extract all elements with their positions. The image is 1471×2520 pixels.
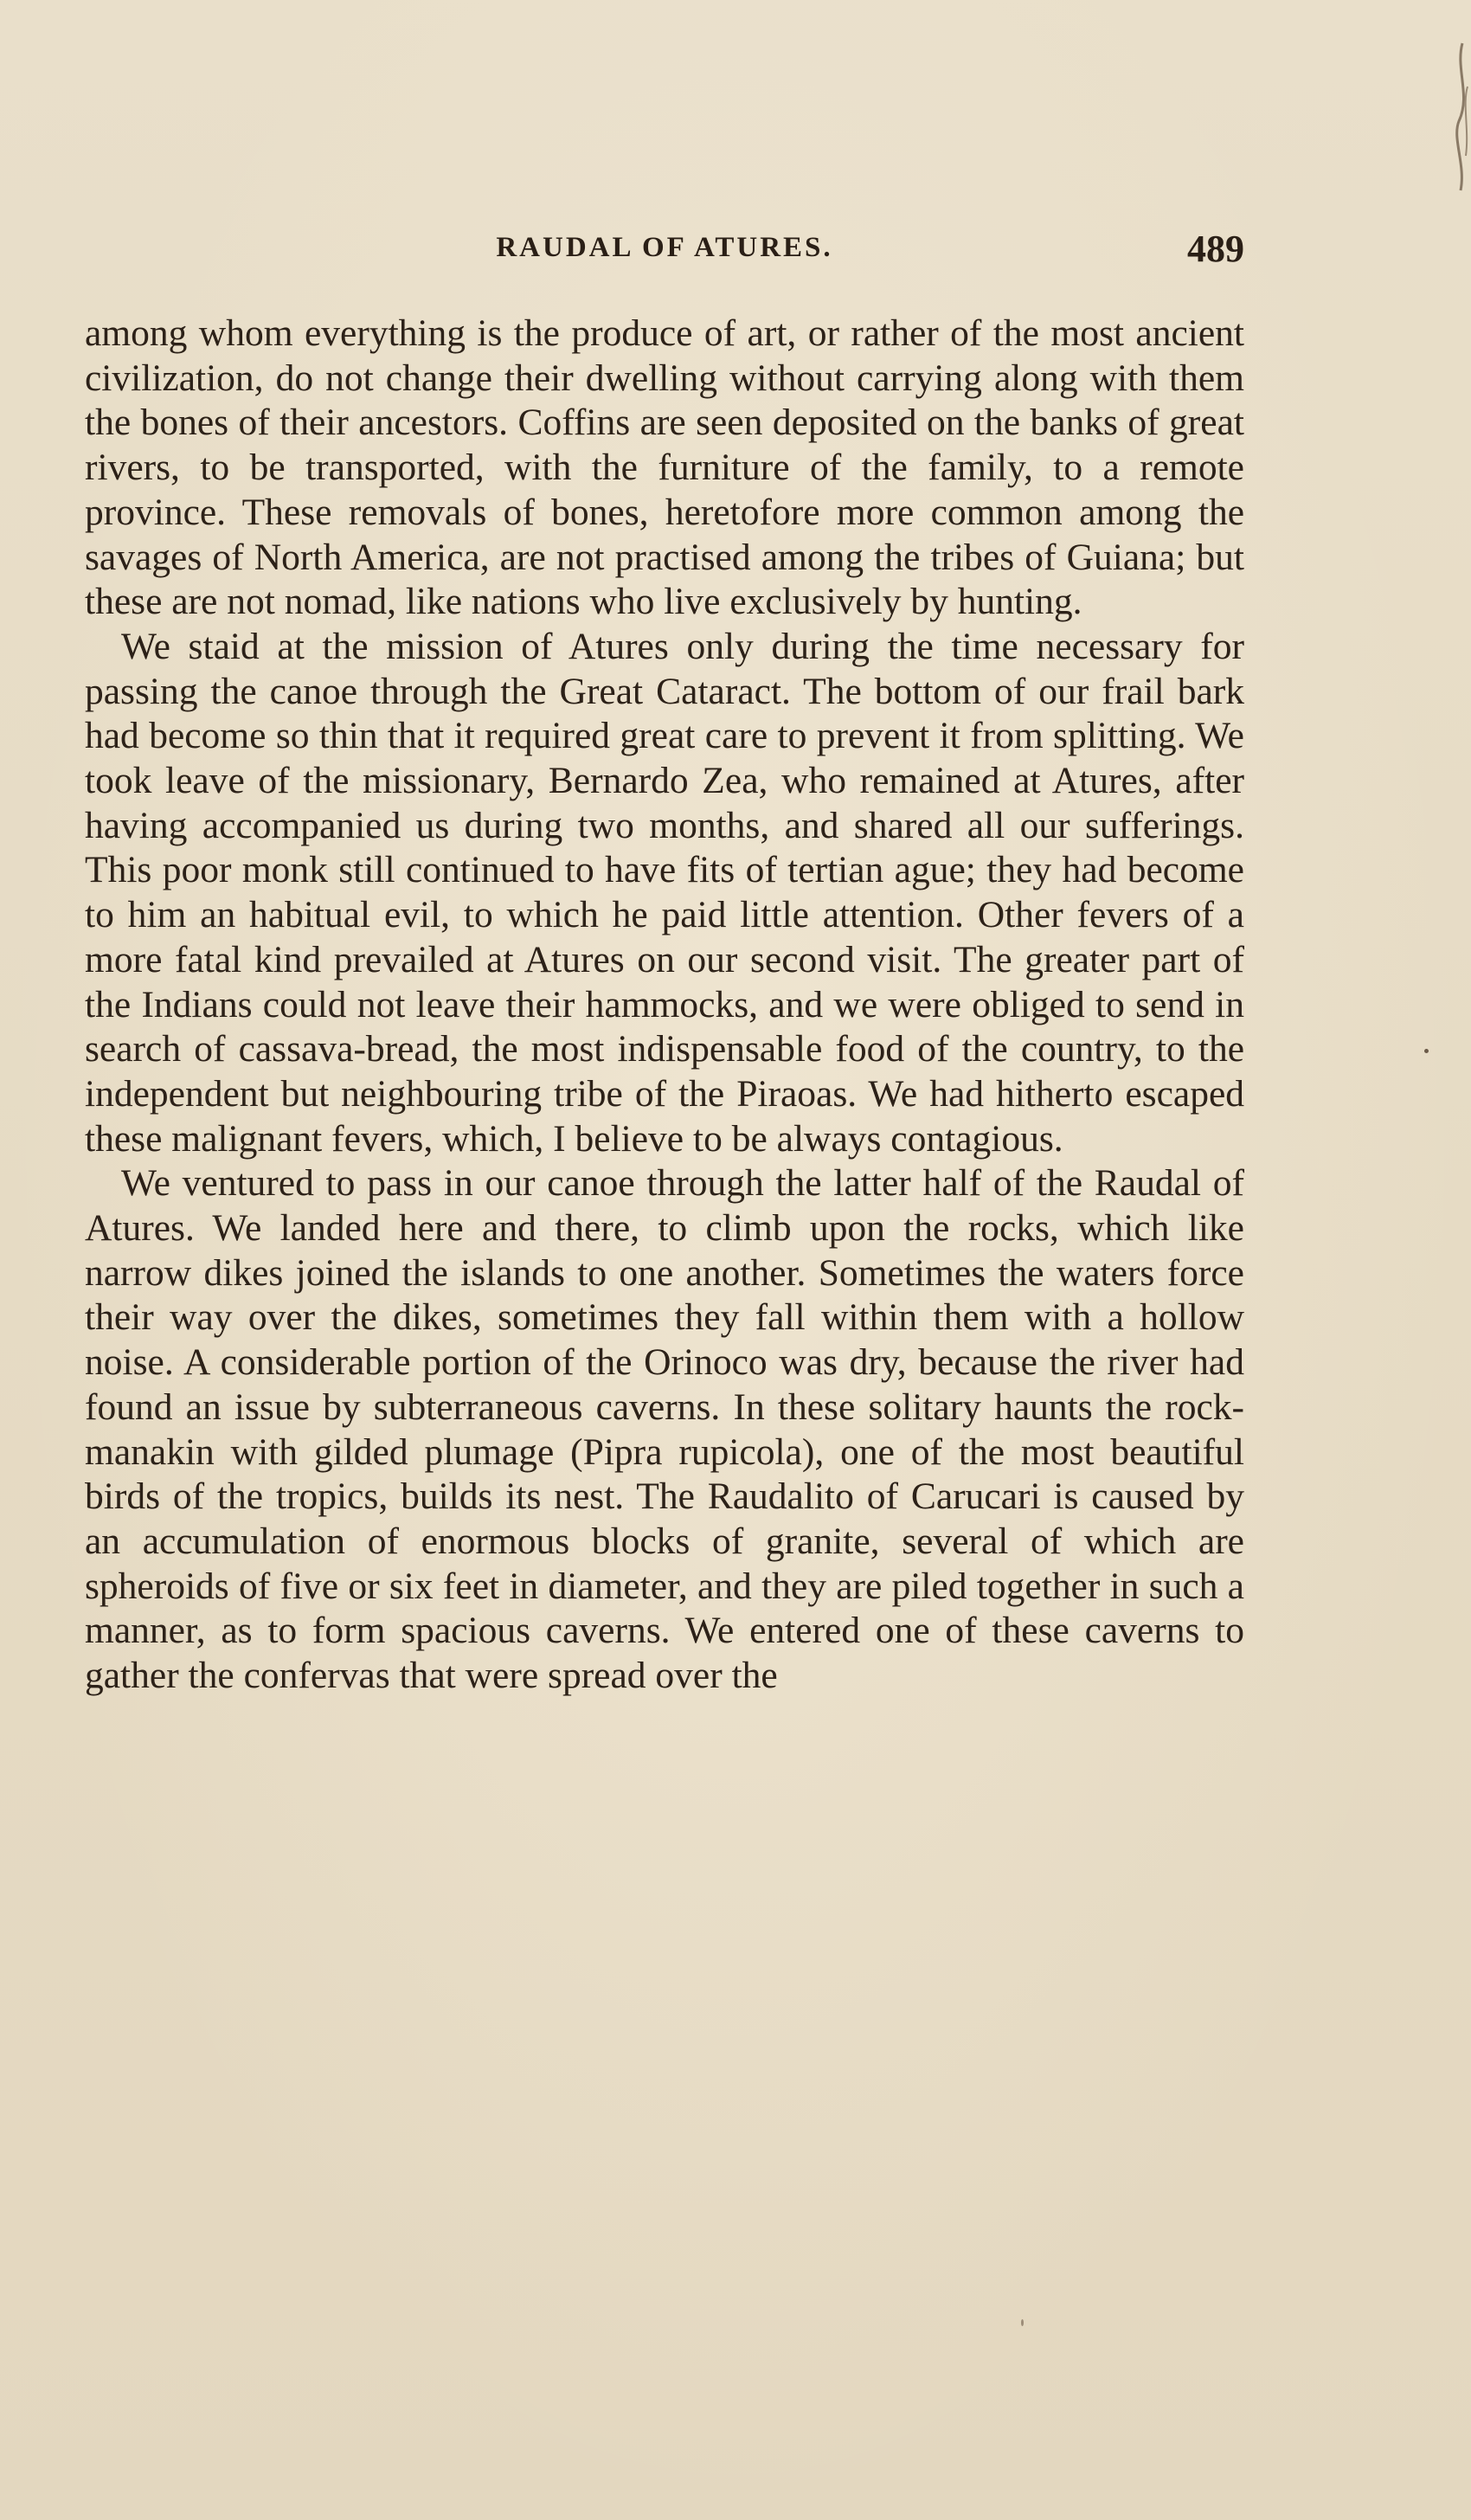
page-header — [85, 227, 1244, 279]
paragraph-2: We staid at the mission of Atures only during the time necessary for passing the canoe through the Great Cataract. The bottom of our frail bark had become so thin that it required great care to prevent it from splitting. We took leave of the missionary, Bernardo Zea, who remained at Atures, after having accompanied us during two months, and shared all our sufferings. This poor monk still continued to have fits of tertian ague; they had become to him an habitual evil, to which he paid little attention. Other fevers of a more fatal kind prevailed at Atures on our second visit. The greater part of the Indians could not leave their hammocks, and we were obliged to send in search of cassava-bread, the most indispensable food of the country, to the independent but neighbouring tribe of the Piraoas. We had hitherto escaped these malignant fevers, which, I believe to be always contagious. — [85, 625, 1244, 1160]
page-edge-mark — [1436, 35, 1471, 234]
paper-speck — [1021, 2319, 1024, 2326]
running-head: RAUDAL OF ATURES. — [496, 232, 833, 263]
paragraph-1: among whom everything is the produce of art, or rather of the most ancient civilization, do not change their dwelling without carrying along with them the bones of their ancestors. Coffins are seen deposited on the banks of great rivers, to be transported, with the furniture of the family, to a remote province. These removals of bones, heretofore more common among the savages of North America, are not practised among the tribes of Guiana; but these are not nomad, like nations who live exclusively by hunting. — [85, 312, 1244, 623]
paper-speck — [1424, 1049, 1429, 1053]
body-text — [85, 312, 1244, 1699]
page-number: 489 — [1187, 228, 1244, 270]
paragraph-3: We ventured to pass in our canoe through the latter half of the Raudal of Atures. We landed here and there, to climb upon the rocks, which like narrow dikes joined the islands to one another. Sometimes the waters force their way over the dikes, sometimes they fall within them with a hollow noise. A considerable portion of the Orinoco was dry, because the river had found an issue by subterraneous caverns. In these solitary haunts the rock-manakin with gilded plumage (Pipra rupicola), one of the most beautiful birds of the tropics, builds its nest. The Raudalito of Carucari is caused by an accumulation of enormous blocks of granite, several of which are spheroids of five or six feet in diameter, and they are piled together in such a manner, as to form spacious caverns. We entered one of these caverns to gather the confervas that were spread over the — [85, 1162, 1244, 1697]
